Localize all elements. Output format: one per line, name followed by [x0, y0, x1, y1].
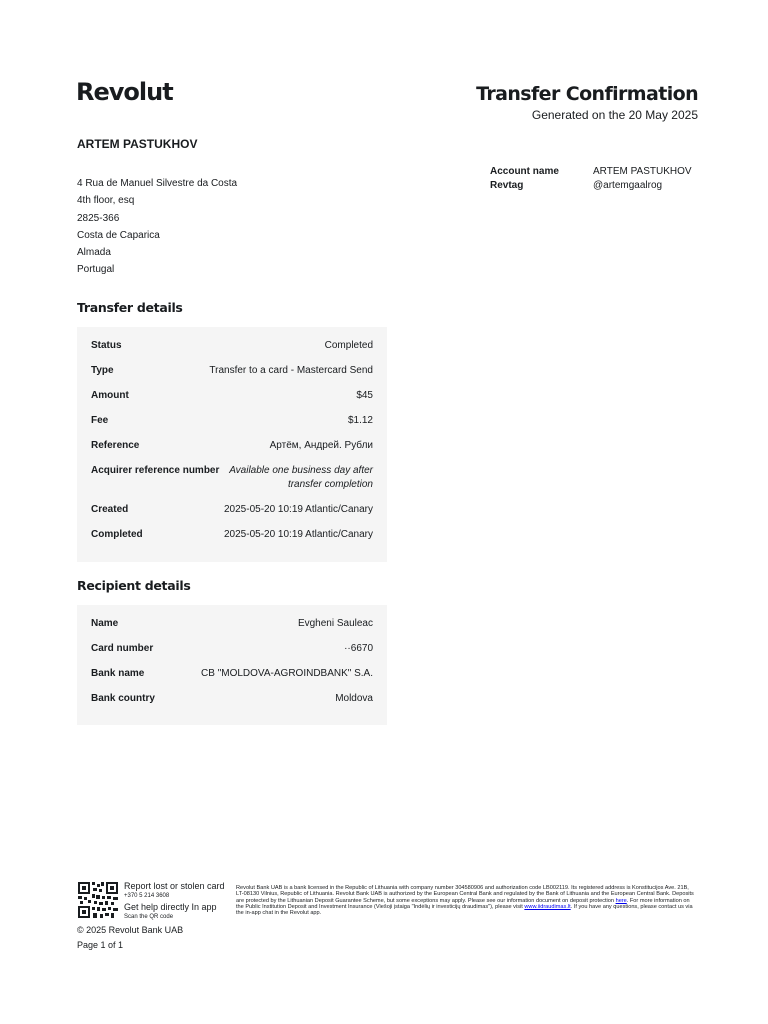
row-label: Created — [91, 504, 129, 515]
scan-qr-label: Scan the QR code — [124, 914, 174, 920]
help-block — [124, 882, 225, 924]
revtag-row — [490, 179, 692, 193]
transfer-row-status — [91, 339, 373, 364]
in-app-help-label: Get help directly In app — [124, 902, 217, 912]
transfer-row-created — [91, 503, 373, 528]
legal-disclaimer — [236, 885, 698, 916]
report-phone: +370 5 214 3608 — [124, 893, 170, 899]
address-line: 2825-366 — [77, 212, 120, 224]
iidraudimas-link[interactable]: www.iidraudimas.lt — [524, 903, 571, 910]
recipient-row-bank-name — [91, 667, 373, 692]
address-line: Almada — [77, 247, 111, 259]
transfer-row-amount — [91, 389, 373, 414]
address-line: 4th floor, esq — [77, 195, 135, 207]
row-label: Fee — [91, 415, 109, 426]
copyright: © 2025 Revolut Bank UAB — [77, 925, 184, 935]
row-value: $45 — [356, 390, 373, 401]
row-value: CB "MOLDOVA-AGROINDBANK" S.A. — [201, 668, 373, 679]
account-name-label: Account name — [490, 166, 559, 177]
row-label: Reference — [91, 440, 140, 451]
recipient-row-bank-country — [91, 692, 373, 717]
page-number: Page 1 of 1 — [77, 940, 124, 950]
deposit-protection-link[interactable]: here — [615, 897, 627, 904]
generated-date: Generated on the 20 May 2025 — [531, 108, 698, 122]
legal-text: Revolut Bank UAB is a bank licensed in the Republic of Lithuania with company number 304580906 and authorization code LB002119. Its registered address is Konstitucijos Ave. 21B, LT-08130 Vilnius, Republic of Lithuania. Revolut Bank UAB is authorized by the European Central Bank and regulated by the Bank of Lithuania and the European Central Bank. Deposits are protected by the Lithuanian Deposit Guarantee Scheme, but some exceptions may apply. Please see our information document on deposit protection — [236, 885, 694, 904]
recipient-row-name — [91, 617, 373, 642]
address-line: Portugal — [77, 264, 115, 276]
account-info — [490, 165, 692, 193]
revtag-label: Revtag — [490, 180, 524, 191]
recipient-details-panel — [77, 605, 387, 725]
legal-text: . For more information on the Public Institution Deposit and Investment Insurance (Viešoji įstaiga "Indėlių ir investicijų draudimas"), please visit — [236, 897, 690, 910]
row-label: Type — [91, 365, 114, 376]
row-label: Bank name — [91, 668, 145, 679]
row-value: 2025-05-20 10:19 Atlantic/Canary — [224, 529, 373, 540]
address-line: 4 Rua de Manuel Silvestre da Costa — [77, 178, 238, 189]
row-label: Completed — [91, 529, 143, 540]
row-value: 2025-05-20 10:19 Atlantic/Canary — [224, 504, 373, 515]
row-value: Available one business day after transfer completion — [229, 465, 373, 490]
row-value: Moldova — [335, 693, 373, 704]
row-label: Bank country — [91, 693, 155, 704]
row-label: Card number — [91, 643, 154, 654]
legal-text: . If you have any questions, please contact us via the in-app chat in the Revolut app. — [236, 903, 693, 917]
row-label: Acquirer reference number — [91, 465, 220, 476]
transfer-row-reference — [91, 439, 373, 464]
account-name-value: ARTEM PASTUKHOV — [593, 166, 692, 177]
report-lost-card-label: Report lost or stolen card — [124, 881, 225, 891]
holder-address — [77, 175, 237, 279]
transfer-row-completed — [91, 528, 373, 553]
transfer-row-acquirer-reference — [91, 464, 373, 503]
account-holder-name: ARTEM PASTUKHOV — [77, 137, 198, 151]
transfer-row-type — [91, 364, 373, 389]
account-name-row — [490, 165, 692, 179]
revolut-logo: Revolut — [76, 78, 173, 106]
transfer-row-fee — [91, 414, 373, 439]
row-value: Evgheni Sauleac — [297, 618, 373, 629]
row-value: Transfer to a card - Mastercard Send — [209, 365, 373, 376]
recipient-details-title: Recipient details — [77, 578, 191, 593]
transfer-details-title: Transfer details — [77, 300, 183, 315]
row-label: Status — [91, 340, 122, 351]
qr-code-icon — [78, 882, 118, 918]
page-title: Transfer Confirmation — [476, 83, 698, 105]
row-value: Completed — [324, 340, 373, 351]
address-line: Costa de Caparica — [77, 229, 160, 241]
row-label: Amount — [91, 390, 129, 401]
revtag-value: @artemgaalrog — [593, 180, 663, 191]
row-value: ··6670 — [344, 643, 373, 654]
row-value: Артём, Андрей. Рубли — [269, 440, 373, 451]
transfer-details-panel — [77, 327, 387, 562]
recipient-row-card-number — [91, 642, 373, 667]
row-label: Name — [91, 618, 119, 629]
row-value: $1.12 — [347, 415, 373, 426]
